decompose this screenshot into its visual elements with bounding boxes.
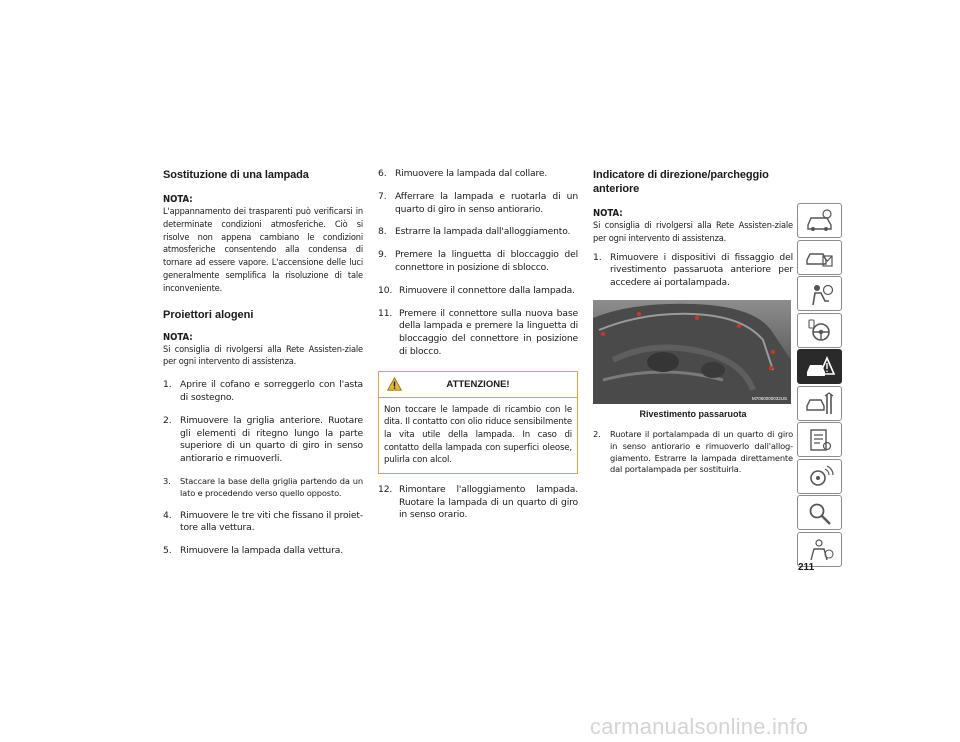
list-item: 10. Rimuovere il connettore dalla lampada. bbox=[378, 284, 575, 296]
section-title: Indicatore di direzione/parcheggio anteriore bbox=[593, 169, 769, 195]
tab-emergency[interactable] bbox=[797, 349, 842, 384]
tab-multimedia[interactable] bbox=[797, 459, 842, 494]
languages-icon bbox=[805, 536, 835, 562]
roadside-warning-icon bbox=[805, 354, 835, 380]
column-left bbox=[163, 168, 363, 558]
service-tools-icon bbox=[805, 390, 835, 416]
tab-service[interactable] bbox=[797, 386, 842, 421]
multimedia-icon bbox=[805, 463, 835, 489]
note-label: NOTA: bbox=[163, 331, 193, 343]
chapter-tabs bbox=[797, 203, 842, 568]
tab-specs[interactable] bbox=[797, 422, 842, 457]
list-item: 6. Rimuovere la lampada dal collare. bbox=[378, 168, 548, 179]
list-item: 1. Rimuovere i dispositivi di fissaggio del rivestimento passaruota anteriore per accedere ai portalampada. bbox=[593, 251, 793, 289]
tab-safety[interactable] bbox=[797, 276, 842, 311]
tab-index[interactable] bbox=[797, 495, 842, 530]
list-item: 9. Premere la linguetta di bloccaggio del connettore in posizione di sblocco. bbox=[378, 249, 578, 273]
list-item: 2. Ruotare il portalampada di un quarto di giro in senso antiorario e rimuoverlo dall'allog-giamento. Estrarre la lampada direttamente dal portalampada per sostituirla. bbox=[593, 428, 793, 475]
safety-airbag-icon bbox=[805, 281, 835, 307]
note-label: NOTA: bbox=[163, 194, 193, 205]
page-number: 211 bbox=[798, 562, 815, 573]
tab-car-info[interactable] bbox=[797, 203, 842, 238]
list-item: 2. Rimuovere la griglia anteriore. Ruotare gli elementi di ritegno lungo la parte superiore di un quarto di giro in senso antiorario e rimuoverli. bbox=[163, 414, 363, 465]
note-text: Si consiglia di rivolgersi alla Rete Assisten-ziale per ogni intervento di assistenza. bbox=[593, 220, 793, 244]
wheel-liner-illustration bbox=[593, 300, 791, 404]
tab-car-keys[interactable] bbox=[797, 240, 842, 275]
photo-code: M7050000032US bbox=[751, 395, 787, 401]
warning-label: ATTENZIONE! bbox=[446, 378, 510, 390]
wheel-liner-photo bbox=[593, 300, 791, 404]
note-text: Si consiglia di rivolgersi alla Rete Assisten-ziale per ogni intervento di assistenza. bbox=[163, 343, 363, 368]
warning-box bbox=[378, 371, 578, 474]
column-middle bbox=[378, 168, 578, 522]
subsection-title: Proiettori alogeni bbox=[163, 308, 254, 321]
steering-wheel-icon bbox=[805, 317, 835, 343]
list-item: 11. Premere il connettore sulla nuova base della lampada e premere la linguetta di bloccaggio del connettore in posizione di blocco. bbox=[378, 307, 578, 357]
warning-text: Non toccare le lampade di ricambio con le dita. Il contatto con olio riduce sensibilmente la vita utile della lampada. In caso di contatto della lampada con superfici oleose, pulirla con alcol. bbox=[384, 404, 572, 466]
tab-driving[interactable] bbox=[797, 313, 842, 348]
list-item: 12. Rimontare l'alloggiamento lampada. Ruotare la lampada di un quarto di giro in senso orario. bbox=[378, 483, 578, 521]
photo-caption: Rivestimento passaruota bbox=[639, 408, 747, 419]
watermark: carmanualsonline.info bbox=[590, 714, 809, 739]
car-info-icon bbox=[805, 208, 835, 234]
list-item: 3. Staccare la base della griglia partendo da un lato e procedendo verso quello opposto. bbox=[163, 475, 363, 498]
list-item: 4. Rimuovere le tre viti che fissano il proiet-tore alla vettura. bbox=[163, 509, 363, 534]
section-title: Sostituzione di una lampada bbox=[163, 169, 309, 181]
list-item: 7. Afferrare la lampada e ruotarla di un quarto di giro in senso antiorario. bbox=[378, 190, 578, 215]
technical-specs-icon bbox=[805, 427, 835, 453]
car-keys-icon bbox=[805, 244, 835, 270]
list-item: 5. Rimuovere la lampada dalla vettura. bbox=[163, 545, 343, 557]
note-text: L'appannamento dei trasparenti può verificarsi in determinate condizioni atmosferiche. Ciò si risolve non appena cambiano le condizioni atmosferiche consentendo alla condensa di tornare ad essere vapore. L'accensione delle luci generalmente semplifica la risoluzione di tale inconveniente. bbox=[163, 206, 363, 294]
note-label: NOTA: bbox=[593, 208, 623, 219]
warning-header bbox=[379, 372, 577, 398]
list-item: 8. Estrarre la lampada dall'alloggiamento. bbox=[378, 226, 571, 238]
column-right bbox=[593, 168, 793, 476]
list-item: 1. Aprire il cofano e sorreggerlo con l'asta di sostegno. bbox=[163, 379, 363, 403]
index-search-icon bbox=[805, 500, 835, 526]
